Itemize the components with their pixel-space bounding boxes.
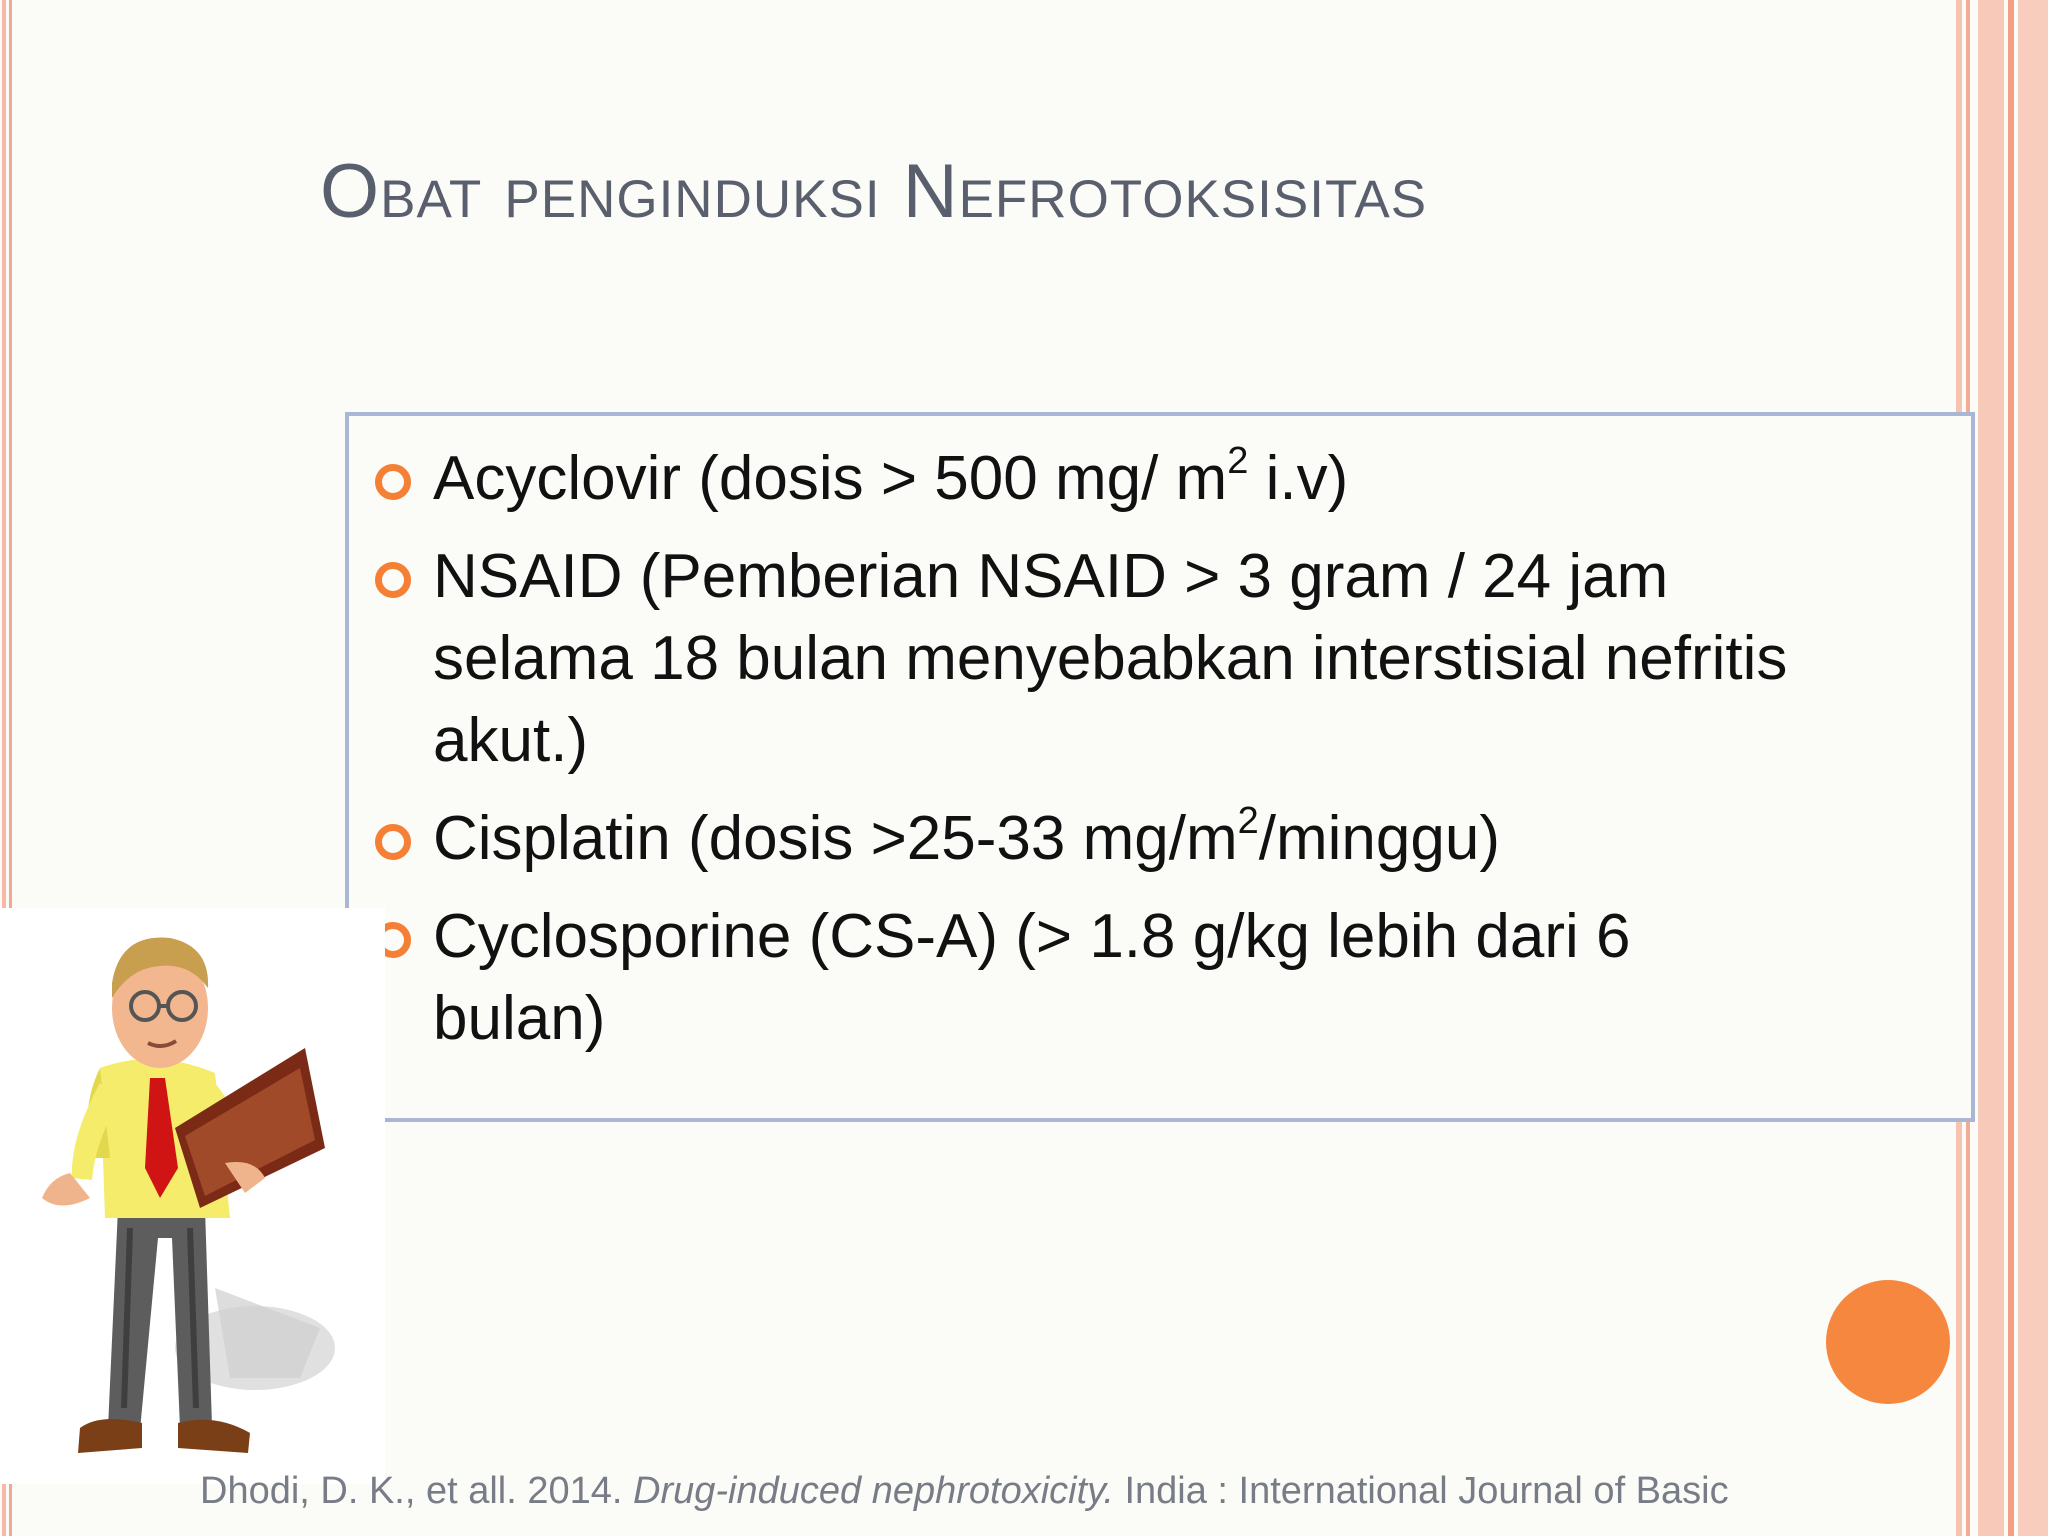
title-text: bat penginduksi: [380, 149, 903, 234]
reading-man-icon: [0, 908, 385, 1484]
bullet-ring-icon: [375, 824, 411, 860]
title-initial: O: [320, 149, 381, 234]
bullet-text: i.v): [1248, 444, 1349, 513]
reading-man-illustration: [0, 908, 385, 1484]
bullet-text: akut.): [433, 706, 589, 775]
bullet-text: Cisplatin (dosis >25-33 mg/m: [433, 804, 1238, 873]
citation: [200, 1470, 1729, 1513]
bullet-text: Acyclovir (dosis > 500 mg/ m: [433, 444, 1228, 513]
bullet-text: selama 18 bulan menyebabkan interstisial nefritis: [433, 624, 1788, 693]
title-text: efrotoksisitas: [958, 149, 1428, 234]
citation-title: Drug-induced nephrotoxicity.: [633, 1470, 1114, 1512]
superscript: 2: [1237, 800, 1259, 843]
orange-circle-decoration: [1826, 1280, 1950, 1404]
bullet-ring-icon: [375, 562, 411, 598]
citation-author: Dhodi, D. K., et all. 2014.: [200, 1470, 634, 1512]
content-box: [345, 412, 1975, 1122]
title-initial: N: [902, 149, 959, 234]
bullet-text: /minggu): [1258, 804, 1500, 873]
bullet-ring-icon: [375, 464, 411, 500]
superscript: 2: [1227, 440, 1249, 483]
citation-source: India : International Journal of Basic: [1113, 1470, 1729, 1512]
slide-title: [320, 148, 1427, 235]
bullet-text: NSAID (Pemberian NSAID > 3 gram / 24 jam: [433, 542, 1669, 611]
bullet-text: bulan): [433, 984, 606, 1053]
bullet-text: Cyclosporine (CS-A) (> 1.8 g/kg lebih dari 6: [433, 902, 1631, 971]
